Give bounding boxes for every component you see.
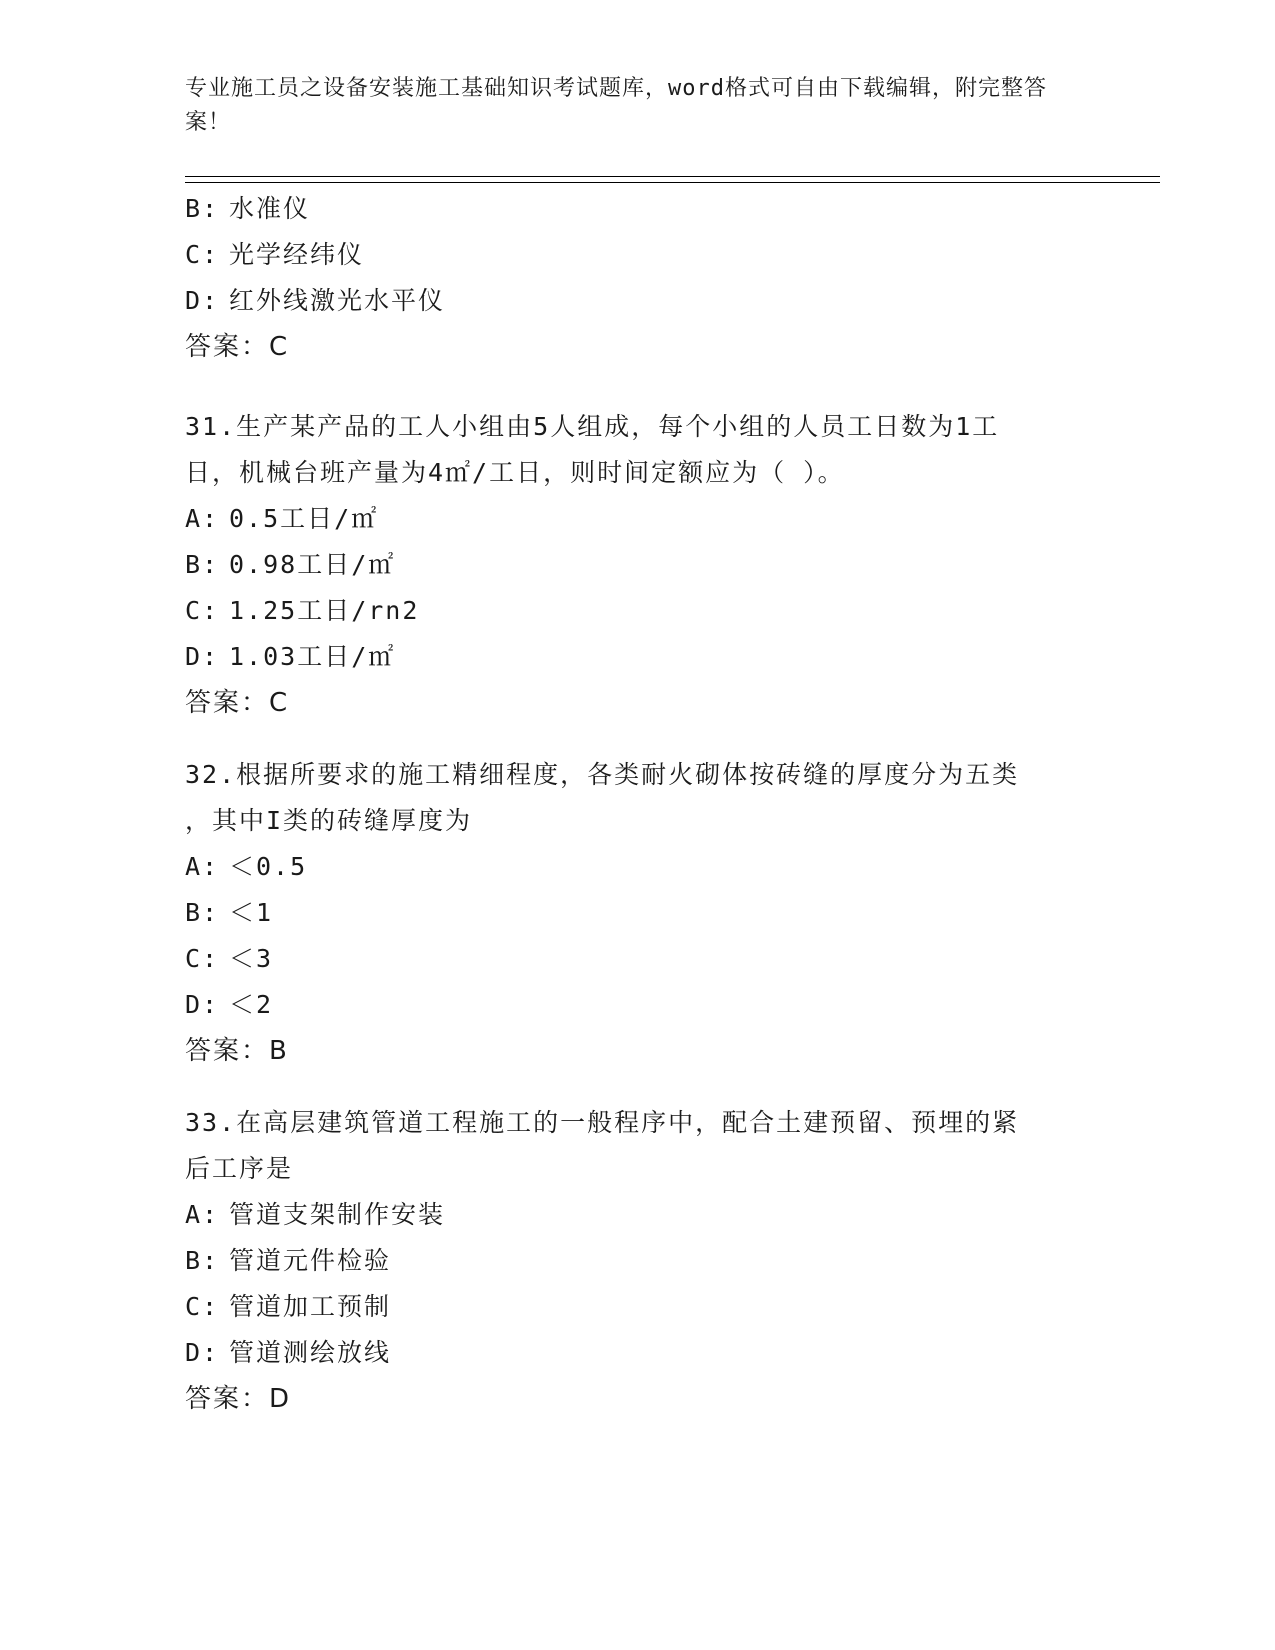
option-d: D: 1.03工日/㎡ [185,642,396,671]
question-31 [185,404,1085,726]
question-text-line-2: 日，机械台班产量为4㎡/工日，则时间定额应为（ ）。 [185,458,845,487]
question-33 [185,1100,1085,1422]
question-text-line-1: 32.根据所要求的施工精细程度，各类耐火砌体按砖缝的厚度分为五类 [185,760,1020,789]
option-a: A: ＜0.5 [185,852,308,881]
answer: 答案：C [185,332,290,362]
option-b: B: ＜1 [185,898,274,927]
question-text-line-2: 后工序是 [185,1154,294,1183]
option-c: C: ＜3 [185,944,274,973]
question-text-line-1: 31.生产某产品的工人小组由5人组成，每个小组的人员工日数为1工 [185,412,1000,441]
option-c: C: 管道加工预制 [185,1292,392,1321]
header-divider-bottom [185,182,1160,183]
document-header: 专业施工员之设备安装施工基础知识考试题库，word格式可自由下载编辑，附完整答案！ [185,76,1047,135]
option-c: C: 光学经纬仪 [185,240,365,269]
option-c: C: 1.25工日/rn2 [185,596,420,625]
option-b: B: 管道元件检验 [185,1246,392,1275]
option-b: B: 0.98工日/㎡ [185,550,396,579]
option-d: D: 管道测绘放线 [185,1338,392,1367]
question-32 [185,752,1085,1074]
answer: 答案：B [185,1036,289,1066]
question-text-line-1: 33.在高层建筑管道工程施工的一般程序中，配合土建预留、预埋的紧 [185,1108,1020,1137]
carryover-question [185,186,1085,370]
option-b: B: 水准仪 [185,194,311,223]
question-text-line-2: ，其中I类的砖缝厚度为 [185,806,473,835]
option-a: A: 0.5工日/㎡ [185,504,379,533]
answer: 答案：D [185,1384,292,1414]
option-d: D: 红外线激光水平仪 [185,286,446,315]
option-d: D: ＜2 [185,990,274,1019]
option-a: A: 管道支架制作安装 [185,1200,446,1229]
header-divider-top [185,176,1160,177]
answer: 答案：C [185,688,290,718]
